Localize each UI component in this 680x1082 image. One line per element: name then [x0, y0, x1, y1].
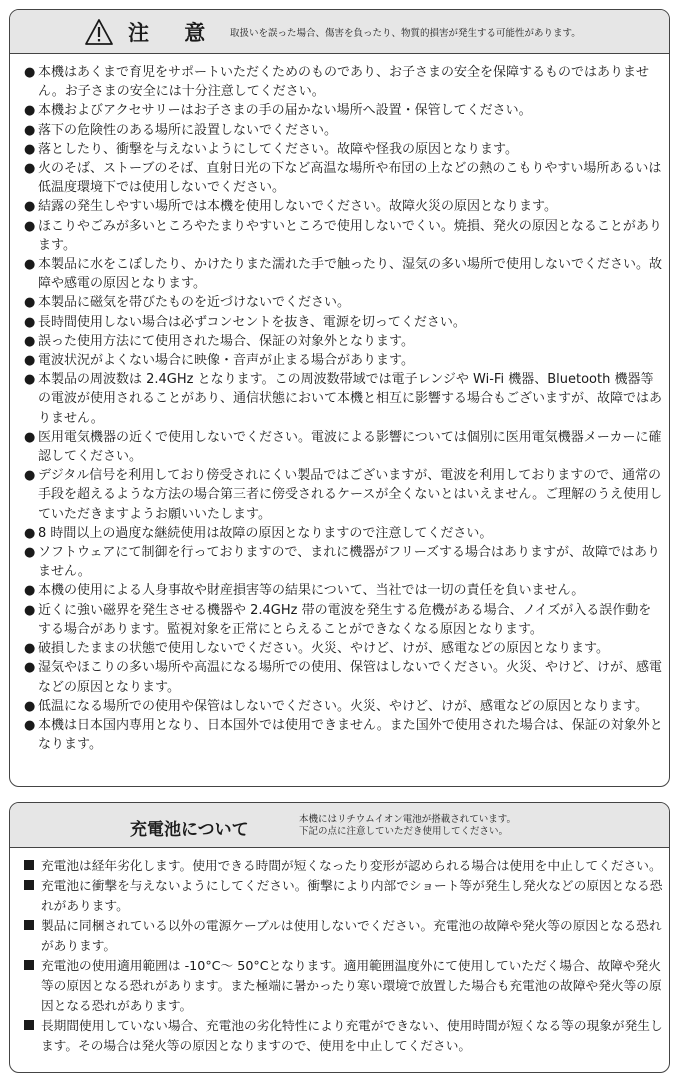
bullet-dot-icon: ● [24, 372, 36, 388]
caution-item [24, 255, 664, 293]
caution-item-text: ほこりやごみが多いところやたまりやすいところで使用しないでくい。焼損、発火の原因となることがあります。 [38, 218, 662, 253]
bullet-dot-icon: ● [24, 468, 36, 484]
caution-item-text: 本機は日本国内専用となり、日本国外では使用できません。また国外で使用された場合は、保証の対象外となります。 [38, 717, 663, 753]
caution-header [10, 10, 669, 54]
caution-item [24, 716, 664, 754]
caution-item-text: 火のそば、ストーブのそば、直射日光の下など高温な場所や布団の上などの熱のこもりやすい場所あるいは低温度環境下では使用しないでください。 [38, 161, 662, 196]
bullet-dot-icon: ● [24, 122, 36, 138]
caution-item-text: 低温になる場所での使用や保管はしないでください。火災、やけど、けが、感電などの原因となります。 [38, 698, 648, 714]
caution-item-text: 近くに強い磁界を発生させる機器や 2.4GHz 帯の電波を発生する危機がある場合、ノイズが入る誤作動をする場合があります。監視対象を正常にとらえることができなくなる原因となります。 [38, 602, 652, 637]
bullet-dot-icon: ● [24, 602, 36, 618]
caution-item [24, 370, 664, 428]
bullet-dot-icon: ● [24, 314, 36, 330]
caution-item [24, 140, 664, 159]
bullet-dot-icon: ● [24, 660, 36, 676]
caution-item-text: 医用電気機器の近くで使用しないでください。電波による影響については個別に医用電気機器メーカーに確認してください。 [38, 429, 662, 465]
caution-item [24, 159, 664, 197]
bullet-dot-icon: ● [24, 199, 36, 215]
bullet-dot-icon: ● [24, 65, 36, 80]
caution-item-text: 本製品に水をこぼしたり、かけたりまた濡れた手で触ったり、湿気の多い場所で使用しないでください。故障や感電の原因となります。 [38, 257, 663, 292]
battery-subtitle-line: 本機にはリチウムイオン電池が搭載されています。 [299, 814, 516, 825]
caution-item-text: 長時間使用しない場合は必ずコンセントを抜き、電源を切ってください。 [38, 314, 466, 330]
battery-subtitle [299, 814, 516, 838]
bullet-dot-icon: ● [24, 161, 36, 177]
caution-item [24, 466, 664, 524]
caution-item-text: 本機はあくまで育児をサポートいただくためのものであり、お子さまの安全を保障するものではありません。お子さまの安全には十分注意してください。 [38, 65, 650, 100]
caution-item-text: 本製品の周波数は 2.4GHz となります。この周波数帯域では電子レンジや Wi-Fi 機器、Bluetooth 機器等の電波が使用されることがあり、通信状態において本機と相互に影響する場合もございますが、故障ではありません。 [38, 372, 663, 426]
bullet-dot-icon: ● [24, 333, 36, 349]
caution-item [24, 121, 664, 140]
caution-item-text: 本機の使用による人身事故や財産損害等の結果について、当社では一切の責任を負いません。 [38, 583, 585, 599]
caution-item-text: 本機およびアクセサリーはお子さまの手の届かない場所へ設置・保管してください。 [38, 103, 532, 119]
battery-section [9, 802, 670, 1073]
caution-item [24, 313, 664, 332]
caution-list [24, 63, 664, 754]
caution-item-text: 8 時間以上の過度な継続使用は故障の原因となりますので注意してください。 [38, 525, 493, 541]
caution-item [24, 581, 664, 600]
caution-item-text: 落下の危険性のある場所に設置しないでください。 [38, 122, 338, 138]
caution-item [24, 524, 664, 543]
bullet-dot-icon: ● [24, 218, 36, 234]
caution-item-text: 電波状況がよくない場合に映像・音声が止まる場合があります。 [38, 353, 414, 369]
bullet-dot-icon: ● [24, 545, 36, 561]
caution-item-text: 本製品に磁気を帯びたものを近づけないでください。 [38, 295, 351, 311]
caution-item [24, 217, 664, 255]
caution-item-text: デジタル信号を利用しており傍受されにくい製品ではございますが、電波を利用しておりますので、通常の手段を超えるような方法の場合第三者に傍受されるケースが全くないとはいえません。ご理解のうえ使用していただきますようお願いいたします。 [38, 468, 663, 522]
bullet-dot-icon: ● [24, 717, 36, 733]
battery-item [24, 1016, 664, 1056]
caution-item-text: 破損したままの状態で使用しないでください。火災、やけど、けが、感電などの原因となります。 [38, 641, 609, 657]
caution-item [24, 428, 664, 466]
square-bullet-icon [24, 880, 34, 890]
battery-heading: 充電池について [130, 820, 249, 840]
caution-title-group [84, 17, 219, 47]
caution-item [24, 543, 664, 581]
bullet-dot-icon: ● [24, 103, 36, 119]
warning-triangle-icon [84, 18, 114, 46]
caution-item [24, 197, 664, 216]
bullet-dot-icon: ● [24, 525, 36, 541]
bullet-dot-icon: ● [24, 429, 36, 445]
battery-item-text: 充電池に衝撃を与えないようにしてください。衝撃により内部でショート等が発生し発火などの原因となる恐れがあります。 [41, 878, 663, 913]
caution-item-text: ソフトウェアにて制御を行っておりますので、まれに機器がフリーズする場合はありますが、故障ではありません。 [38, 545, 661, 580]
bullet-dot-icon: ● [24, 257, 36, 273]
caution-item [24, 351, 664, 370]
bullet-dot-icon: ● [24, 583, 36, 599]
caution-item-text: 誤った使用方法にて使用された場合、保証の対象外となります。 [38, 333, 414, 349]
caution-item [24, 639, 664, 658]
caution-item [24, 601, 664, 639]
caution-item-text: 落としたり、衝撃を与えないようにしてください。故障や怪我の原因となります。 [38, 141, 518, 157]
bullet-dot-icon: ● [24, 641, 36, 657]
battery-list [24, 856, 664, 1056]
caution-item-text: 結露の発生しやすい場所では本機を使用しないでください。故障火災の原因となります。 [38, 199, 557, 215]
battery-item-text: 充電池は経年劣化します。使用できる時間が短くなったり変形が認められる場合は使用を中止してください。 [41, 858, 662, 873]
caution-item [24, 63, 664, 101]
caution-item-text: 湿気やほこりの多い場所や高温になる場所での使用、保管はしないでください。火災、やけど、けが、感電などの原因となります。 [38, 660, 663, 695]
square-bullet-icon [24, 960, 34, 970]
caution-item [24, 697, 664, 716]
bullet-dot-icon: ● [24, 698, 36, 714]
caution-subtitle: 取扱いを誤った場合、傷害を負ったり、物質的損害が発生する可能性があります。 [230, 28, 581, 39]
battery-header [10, 803, 669, 848]
square-bullet-icon [24, 920, 34, 930]
caution-item [24, 658, 664, 696]
battery-item [24, 856, 664, 876]
battery-item-text: 長期間使用していない場合、充電池の劣化特性により充電ができない、使用時間が短くなる等の現象が発生します。その場合は発火等の原因となりますので、使用を中止してください。 [41, 1018, 663, 1053]
caution-item [24, 101, 664, 120]
caution-section [9, 9, 670, 787]
bullet-dot-icon: ● [24, 353, 36, 369]
caution-item [24, 332, 664, 351]
battery-item [24, 956, 664, 1016]
battery-item [24, 876, 664, 916]
bullet-dot-icon: ● [24, 141, 36, 157]
battery-item [24, 916, 664, 956]
caution-item [24, 293, 664, 312]
caution-heading: 注 意 [128, 21, 220, 45]
battery-item-text: 充電池の使用適用範囲は -10°C～ 50°Cとなります。適用範囲温度外にて使用していただく場合、故障や発火等の原因となる恐れがあります。また極端に暑かったり寒い環境で放置した場合も充電池の故障や発火等の原因となる恐れがあります。 [41, 958, 662, 1013]
battery-item-text: 製品に同梱されている以外の電源ケーブルは使用しないでください。充電池の故障や発火等の原因となる恐れがあります。 [41, 918, 662, 953]
battery-subtitle-line: 下記の点に注意していただき使用してください。 [299, 826, 509, 837]
square-bullet-icon [24, 1020, 34, 1030]
square-bullet-icon [24, 860, 34, 870]
bullet-dot-icon: ● [24, 295, 36, 311]
